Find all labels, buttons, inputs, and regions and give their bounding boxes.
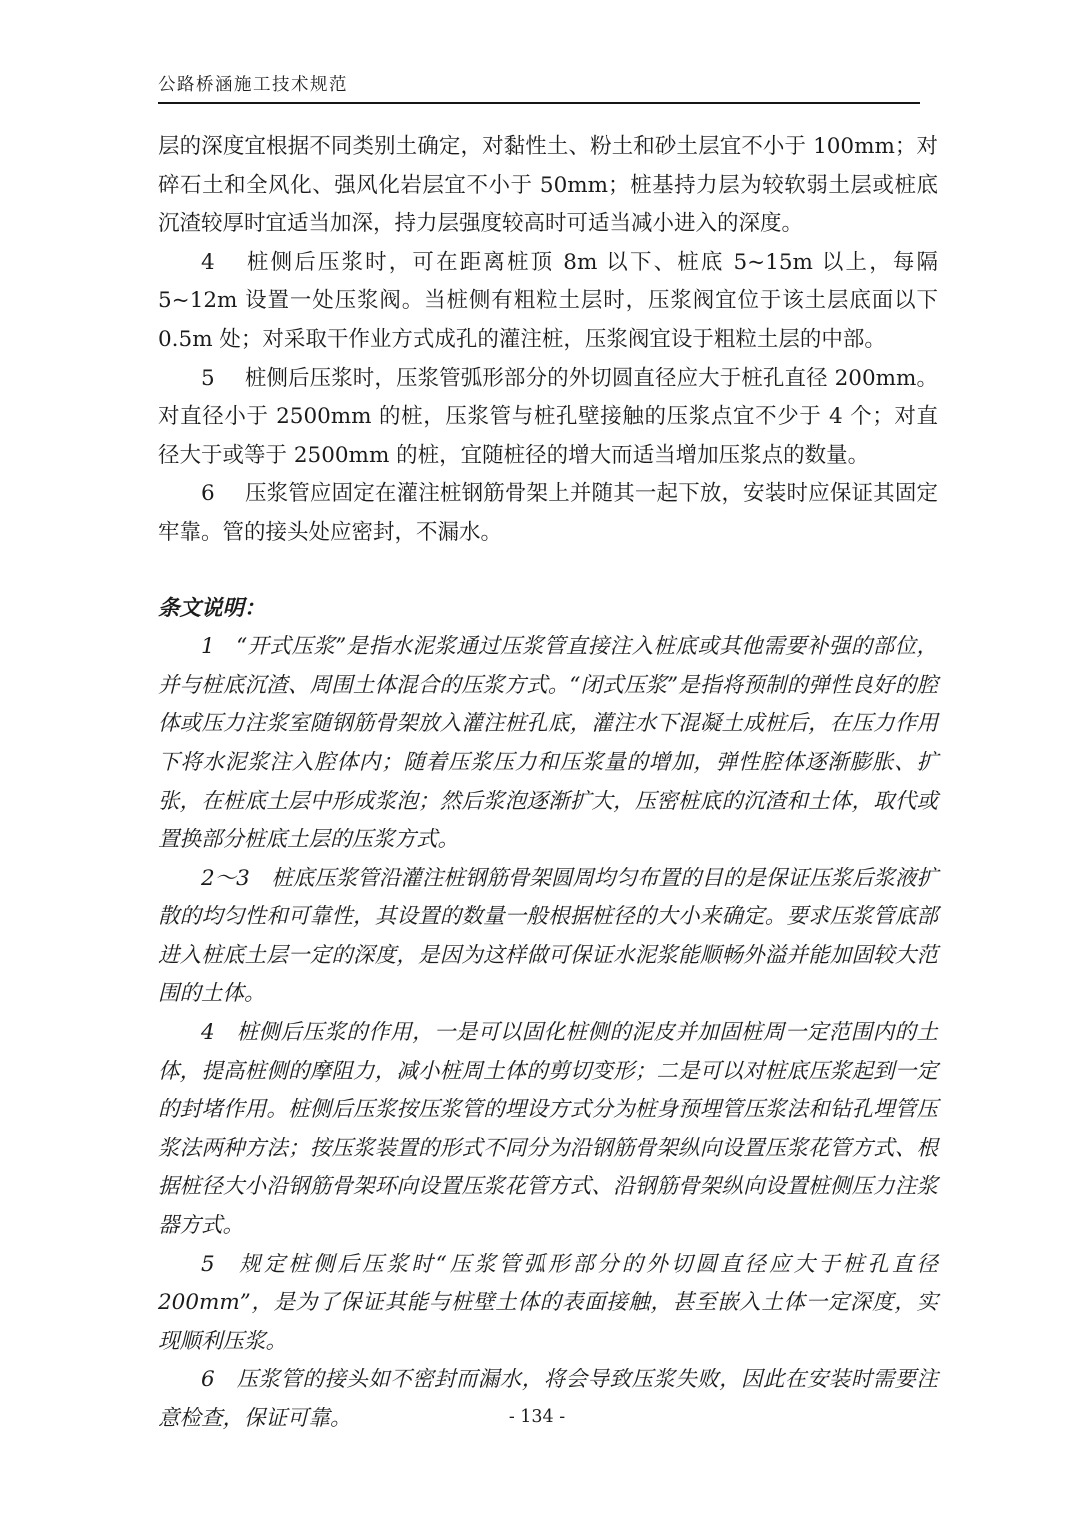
commentary-item-5 <box>158 1246 938 1362</box>
page-footer <box>0 1406 1074 1428</box>
page-body <box>158 128 938 1439</box>
commentary-number: 5 <box>201 1251 215 1277</box>
commentary-text: 桩侧后压浆的作用，一是可以固化桩侧的泥皮并加固桩周一定范围内的土体，提高桩侧的摩阻力，减小桩周土体的剪切变形；二是可以对桩底压浆起到一定的封堵作用。桩侧后压浆按压浆管的埋设方式分为桩身预埋管压浆法和钻孔埋管压浆法两种方法；按压浆装置的形式不同分为沿钢筋骨架纵向设置压浆花管方式、根据桩径大小沿钢筋骨架环向设置压浆花管方式、沿钢筋骨架纵向设置桩侧压力注浆器方式。 <box>158 1020 938 1239</box>
commentary-text: “开式压浆”是指水泥浆通过压浆管直接注入桩底或其他需要补强的部位，并与桩底沉渣、周围土体混合的压浆方式。“闭式压浆”是指将预制的弹性良好的腔体或压力注浆室随钢筋骨架放入灌注桩孔底，灌注水下混凝土成桩后，在压力作用下将水泥浆注入腔体内；随着压浆压力和压浆量的增加，弹性腔体逐渐膨胀、扩张，在桩底土层中形成浆泡；然后浆泡逐渐扩大，压密桩底的沉渣和土体，取代或置换部分桩底土层的压浆方式。 <box>158 634 938 853</box>
commentary-item-4 <box>158 1014 938 1246</box>
clause-item-5 <box>158 360 938 476</box>
clause-text: 桩侧后压浆时，可在距离桩顶 8m 以下、桩底 5~15m 以上，每隔 5~12m 设置一处压浆阀。当桩侧有粗粒土层时，压浆阀宜位于该土层底面以下 0.5m 处；对采取干作业方式成孔的灌注桩，压浆阀宜设于粗粒土层的中部。 <box>158 249 938 352</box>
commentary-number: 1 <box>201 634 215 660</box>
clause-number: 5 <box>201 365 215 391</box>
clause-number: 6 <box>201 481 215 507</box>
commentary-heading: 条文说明： <box>158 595 266 621</box>
commentary-text: 桩底压浆管沿灌注桩钢筋骨架圆周均匀布置的目的是保证压浆后浆液扩散的均匀性和可靠性，其设置的数量一般根据桩径的大小来确定。要求压浆管底部进入桩底土层一定的深度，是因为这样做可保证水泥浆能顺畅外溢并能加固较大范围的土体。 <box>158 865 938 1007</box>
clause-text: 桩侧后压浆时，压浆管弧形部分的外切圆直径应大于桩孔直径 200mm。对直径小于 2500mm 的桩，压浆管与桩孔壁接触的压浆点宜不少于 4 个；对直径大于或等于 2500mm 的桩，宜随桩径的增大而适当增加压浆点的数量。 <box>158 365 938 468</box>
page-number: - 134 - <box>508 1407 566 1427</box>
commentary-item-1 <box>158 628 938 860</box>
commentary-number: 4 <box>201 1020 215 1046</box>
commentary-text: 规定桩侧后压浆时“压浆管弧形部分的外切圆直径应大于桩孔直径200mm”，是为了保证其能与桩壁土体的表面接触，甚至嵌入土体一定深度，实现顺利压浆。 <box>158 1251 938 1354</box>
commentary-number: 6 <box>201 1367 215 1393</box>
clause-number: 4 <box>201 249 215 275</box>
clause-item-6 <box>158 475 938 552</box>
commentary-text: 压浆管的接头如不密封而漏水，将会导致压浆失败，因此在安装时需要注意检查，保证可靠。 <box>158 1367 938 1431</box>
clause-item-4 <box>158 244 938 360</box>
commentary-item-2-3 <box>158 860 938 1014</box>
page-header <box>158 75 920 104</box>
clause-text: 压浆管应固定在灌注桩钢筋骨架上并随其一起下放，安装时应保证其固定牢靠。管的接头处应密封，不漏水。 <box>158 481 938 545</box>
body-paragraph-continuation: 层的深度宜根据不同类别土确定，对黏性土、粉土和砂土层宜不小于 100mm；对碎石土和全风化、强风化岩层宜不小于 50mm；桩基持力层为较软弱土层或桩底沉渣较厚时宜适当加深，持力层强度较高时可适当减小进入的深度。 <box>158 134 938 237</box>
document-title: 公路桥涵施工技术规范 <box>158 75 348 95</box>
commentary-number: 2～3 <box>201 865 250 891</box>
